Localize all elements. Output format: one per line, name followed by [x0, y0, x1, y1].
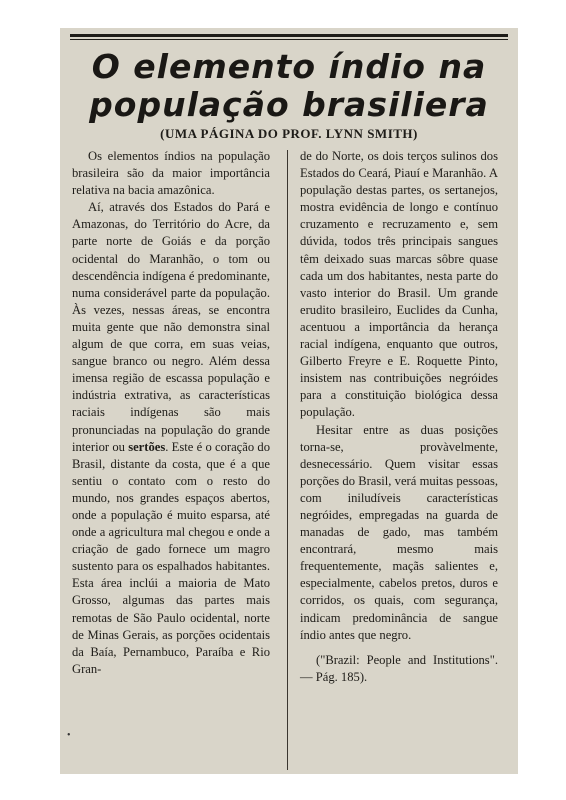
article-title-line-1: O elemento índio na — [91, 47, 487, 86]
top-rule-thick — [70, 34, 508, 37]
sertoes-term: sertões — [128, 439, 166, 454]
right-paragraph-2: Hesitar entre as duas posições torna-se, provàvelmente, desnecessário. Quem visitar essas porções do Brasil, verá muitas pessoas, com iniludíveis características negróides, empregadas na guarda de manadas de gado, mas também encontrará, mesmo mais frequentemente, maçãs salientes e, especialmente, cabelos pretos, duros e corridos, os quais, com segurança, indicam predominância de sangue índio antes que negro. — [300, 422, 498, 642]
left-paragraph-2-text-a: Aí, através dos Estados do Pará e Amazonas, do Território do Acre, da parte norte de Goiás e da porção ocidental do Maranhão, o tom ou descendência indígena é predominante, numa considerável parte da população. Às vezes, nessas áreas, se encontra muita gente que não demonstra sinal algum de que corra, em suas veias, sangue branco ou negro. Além dessa imensa região de escassa população e indústria extrativa, as características raciais indígenas são mais pronunciadas na população do grande interior ou — [72, 200, 270, 454]
stray-ink-mark: • — [67, 730, 71, 741]
article-subtitle: (UMA PÁGINA DO PROF. LYNN SMITH) — [160, 126, 418, 141]
right-paragraph-1: de do Norte, os dois terços sulinos dos Estados do Ceará, Piauí e Maranhão. A população destas partes, os sertanejos, mostra evidência de longo e contínuo cruzamento e recruzamento e, sem dúvida, todos três principais sangues têm deixado suas marcas sôbre quase cada um dos habitantes, nesta parte do vasto interior do Brasil. Um grande erudito brasileiro, Euclides da Cunha, acentuou a importância da herança racial indígena, enquanto que outros, Gilberto Freyre e E. Roquette Pinto, insistem nas contribuições negróides para a constituição biológica dessa população. — [300, 149, 498, 420]
left-column — [72, 148, 270, 678]
top-rule-thin — [70, 39, 508, 40]
article-title-line-2: população brasiliera — [89, 85, 489, 124]
right-column — [300, 148, 498, 686]
column-divider — [287, 150, 288, 770]
newspaper-clipping — [60, 28, 518, 774]
left-paragraph-2-text-b: . Este é o coração do Brasil, distante da costa, que é a que sentiu o contato com o resto do mundo, nos grandes espaços abertos, onde a população é muito esparsa, até onde a agricultura mal chegou e onde a criação de gado fornece um magro sustento para os espalhados habitantes. Esta área inclúi a maioria de Mato Grosso, algumas das partes mais remotas de São Paulo ocidental, norte de Minas Gerais, as porções ocidentais da Baía, Pernambuco, Paraíba e Rio Gran- — [72, 439, 270, 676]
left-paragraph-1: Os elementos índios na população brasileira são da maior importância relativa na bacia amazônica. — [72, 149, 270, 198]
source-reference: ("Brazil: People and Institutions". — Pág. 185). — [300, 652, 498, 684]
left-paragraph-2 — [72, 199, 270, 678]
